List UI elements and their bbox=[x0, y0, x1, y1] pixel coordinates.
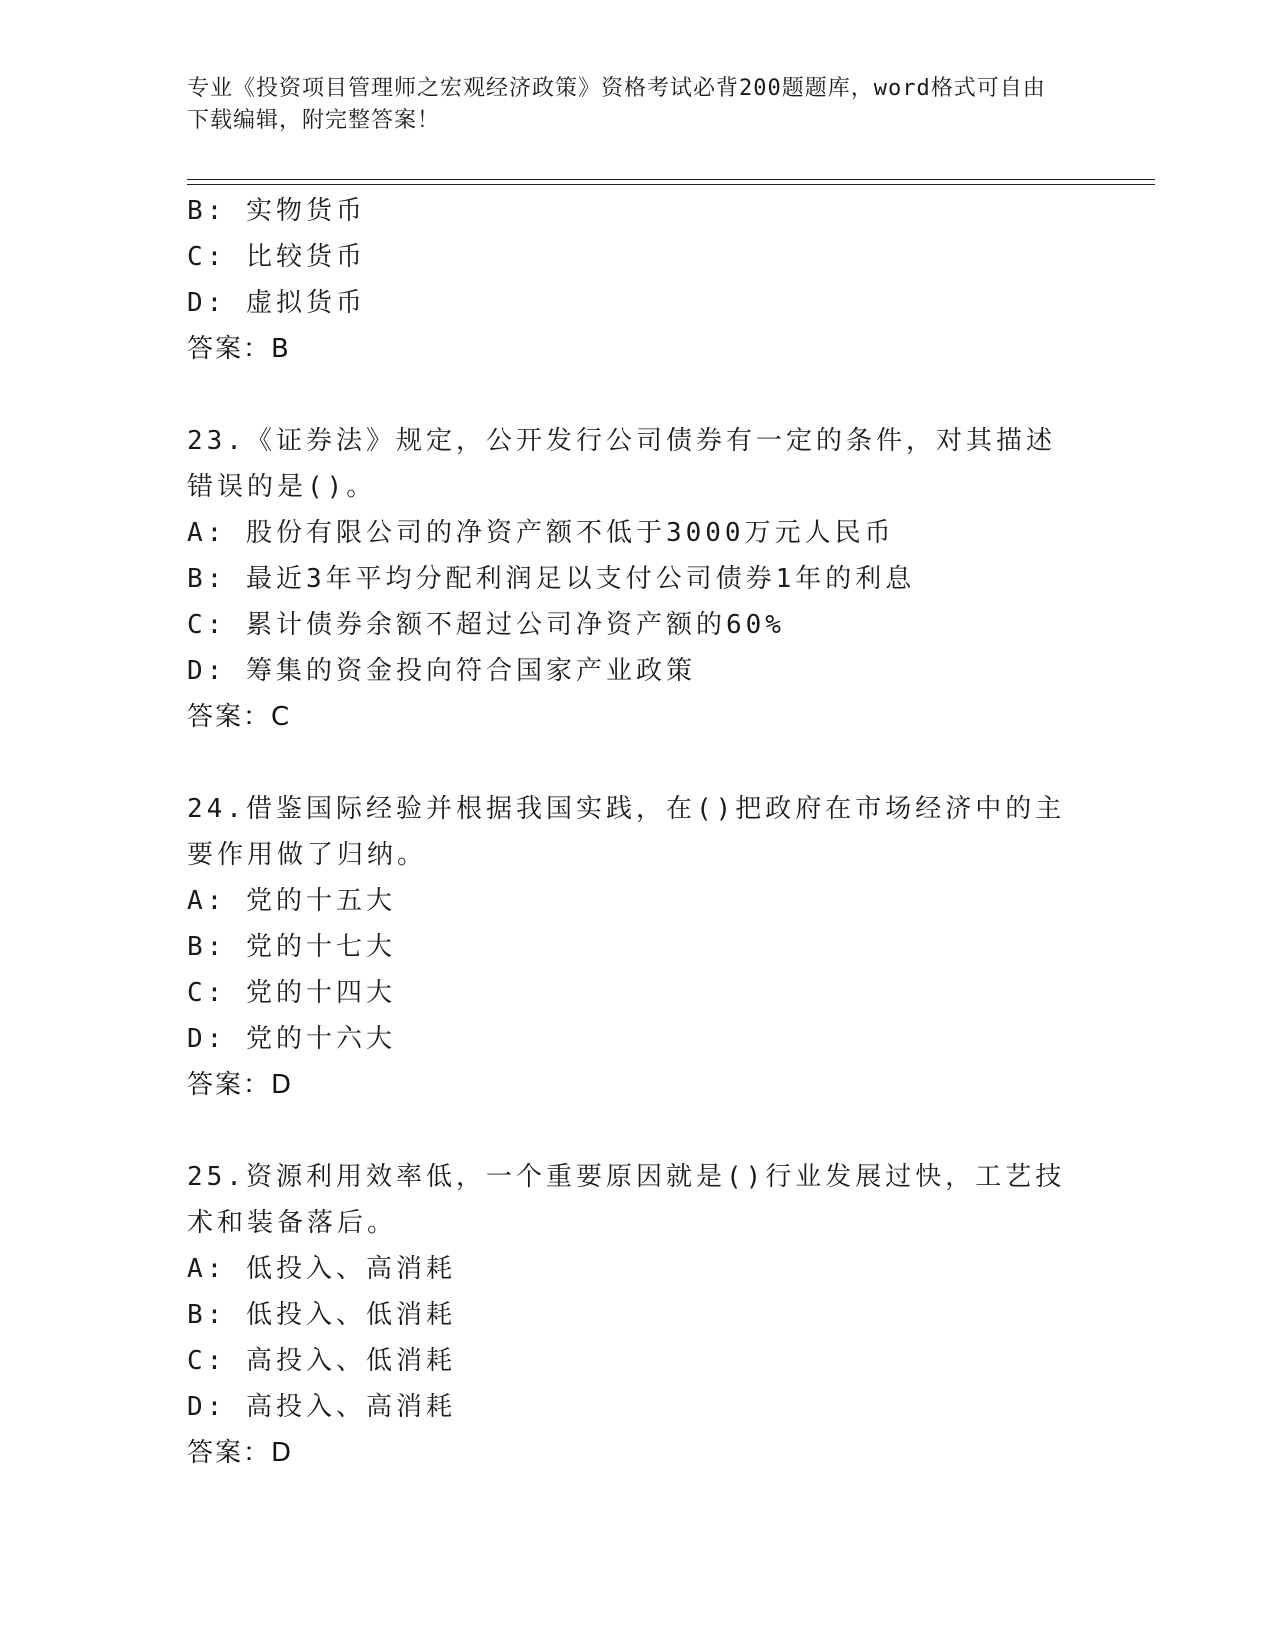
question-23 bbox=[187, 418, 1087, 740]
option-b: B: 最近3年平均分配利润足以支付公司债券1年的利息 bbox=[187, 564, 916, 594]
answer-line: 答案：B bbox=[187, 334, 291, 364]
previous-question-tail bbox=[187, 188, 1087, 372]
question-25 bbox=[187, 1154, 1087, 1476]
answer-line: 答案：C bbox=[187, 702, 292, 732]
question-text: 25.资源利用效率低，一个重要原因就是()行业发展过快，工艺技术和装备落后。 bbox=[187, 1162, 1066, 1238]
header-divider-top bbox=[187, 179, 1155, 180]
option-d: D: 党的十六大 bbox=[187, 1024, 396, 1054]
option-a: A: 低投入、高消耗 bbox=[187, 1254, 456, 1284]
answer-line: 答案：D bbox=[187, 1070, 294, 1100]
question-text: 24.借鉴国际经验并根据我国实践，在()把政府在市场经济中的主要作用做了归纳。 bbox=[187, 794, 1066, 870]
option-b: B: 低投入、低消耗 bbox=[187, 1300, 456, 1330]
question-24 bbox=[187, 786, 1087, 1108]
header-divider-bottom bbox=[187, 184, 1155, 185]
question-text: 23.《证券法》规定，公开发行公司债券有一定的条件，对其描述错误的是()。 bbox=[187, 426, 1056, 502]
option-c: C: 累计债券余额不超过公司净资产额的60% bbox=[187, 610, 785, 640]
option-d: D: 高投入、高消耗 bbox=[187, 1392, 456, 1422]
option-d: D: 筹集的资金投向符合国家产业政策 bbox=[187, 656, 696, 686]
option-b: B: 实物货币 bbox=[187, 196, 366, 226]
option-a: A: 党的十五大 bbox=[187, 886, 396, 916]
option-c: C: 高投入、低消耗 bbox=[187, 1346, 456, 1376]
option-c: C: 党的十四大 bbox=[187, 978, 396, 1008]
question-content bbox=[187, 188, 1087, 1476]
page-header: 专业《投资项目管理师之宏观经济政策》资格考试必背200题题库，word格式可自由下载编辑，附完整答案！ bbox=[187, 76, 1046, 133]
option-b: B: 党的十七大 bbox=[187, 932, 396, 962]
option-a: A: 股份有限公司的净资产额不低于3000万元人民币 bbox=[187, 518, 895, 548]
answer-line: 答案：D bbox=[187, 1438, 294, 1468]
option-d: D: 虚拟货币 bbox=[187, 288, 366, 318]
option-c: C: 比较货币 bbox=[187, 242, 366, 272]
